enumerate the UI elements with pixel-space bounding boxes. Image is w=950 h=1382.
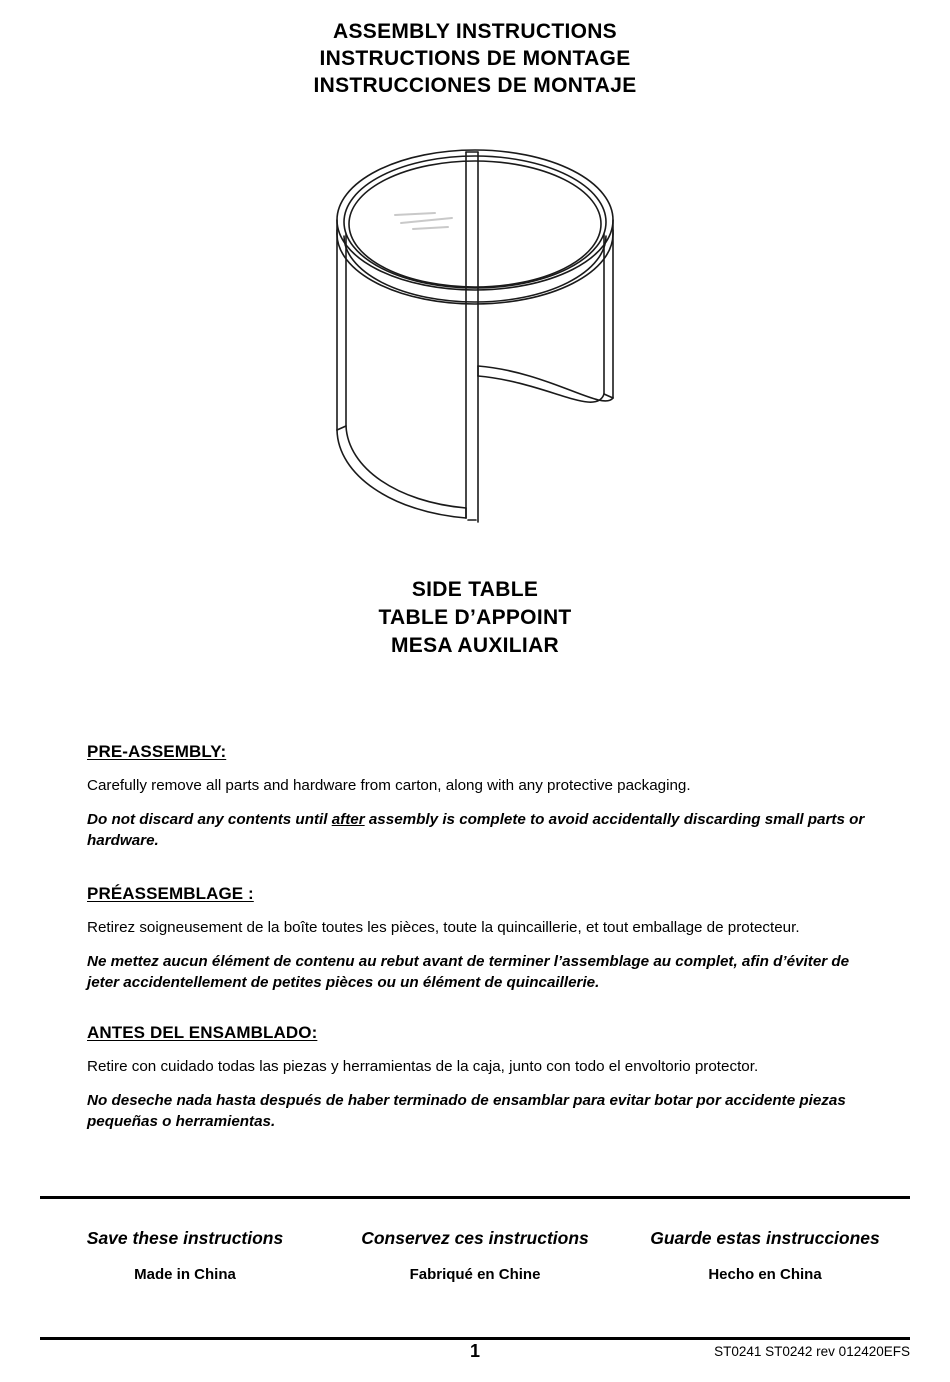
country-of-origin-fr: Fabriqué en Chine — [409, 1266, 541, 1283]
document-revision-code: ST0241 ST0242 rev 012420EFS — [714, 1344, 910, 1359]
section-paragraph-en: Carefully remove all parts and hardware from carton, along with any protective packaging. — [87, 777, 691, 794]
product-name-fr: TABLE D’APPOINT — [378, 606, 572, 629]
product-name-es: MESA AUXILIAR — [390, 634, 559, 657]
base-band-back-right-outer — [478, 366, 613, 401]
base-band-right-end-cap — [604, 394, 613, 398]
side-table-illustration — [300, 130, 650, 550]
product-name-block — [0, 576, 950, 660]
tabletop-glass-edge — [349, 161, 601, 287]
glass-reflection-marks — [395, 213, 452, 229]
save-instructions-fr: Conservez ces instructions — [361, 1228, 589, 1248]
section-pre-assembly-es — [87, 1023, 865, 1132]
page-number: 1 — [469, 1341, 480, 1361]
footer-column-fr — [330, 1228, 620, 1283]
emphasis-underlined-en: after — [331, 811, 365, 828]
save-instructions-es: Guarde estas instrucciones — [650, 1228, 880, 1248]
section-pre-assembly-fr — [87, 884, 865, 993]
base-band-left-end-cap — [337, 426, 346, 430]
country-of-origin-es: Hecho en China — [708, 1266, 822, 1283]
footer-column-en — [40, 1228, 330, 1283]
section-emphasis-en — [87, 809, 865, 851]
footer-columns — [40, 1228, 910, 1283]
section-paragraph-fr: Retirez soigneusement de la boîte toutes les pièces, toute la quincaillerie, et tout emballage de protecteur. — [87, 919, 800, 936]
emphasis-text-after-en: assembly is complete to avoid accidentally discarding small parts or hardware. — [87, 811, 865, 849]
tabletop-rim-inner-1 — [344, 156, 606, 288]
footer-column-es — [620, 1228, 910, 1283]
save-instructions-en: Save these instructions — [86, 1228, 284, 1248]
section-heading-en: PRE-ASSEMBLY: — [87, 742, 227, 761]
section-paragraph-es: Retire con cuidado todas las piezas y herramientas de la caja, junto con todo el envoltorio protector. — [87, 1058, 759, 1075]
section-emphasis-es: No deseche nada hasta después de haber terminado de ensamblar para evitar botar por accidente piezas pequeñas o herramientas. — [87, 1092, 846, 1130]
section-pre-assembly-en — [87, 742, 865, 851]
section-heading-es: ANTES DEL ENSAMBLADO: — [87, 1023, 318, 1042]
footer-top-divider — [40, 1196, 910, 1199]
country-of-origin-en: Made in China — [134, 1266, 236, 1283]
title-line-es: INSTRUCCIONES DE MONTAJE — [313, 74, 637, 97]
title-line-fr: INSTRUCTIONS DE MONTAGE — [319, 47, 631, 70]
pre-assembly-sections — [87, 742, 865, 1154]
title-line-en: ASSEMBLY INSTRUCTIONS — [332, 20, 617, 43]
product-name-en: SIDE TABLE — [411, 578, 539, 601]
document-title-block — [0, 18, 950, 99]
tabletop-outer-rim — [337, 150, 613, 290]
section-emphasis-fr: Ne mettez aucun élément de contenu au rebut avant de terminer l’assemblage au complet, afin d’éviter de jeter accidentellement de petites pièces ou un élément de quincaillerie. — [87, 953, 850, 991]
section-heading-fr: PRÉASSEMBLAGE : — [87, 884, 254, 903]
emphasis-text-before-en: Do not discard any contents until — [87, 811, 332, 828]
footer-bottom-divider — [40, 1337, 910, 1340]
base-band-front-left-inner — [346, 426, 466, 508]
tabletop-rim-band-front — [337, 234, 613, 304]
